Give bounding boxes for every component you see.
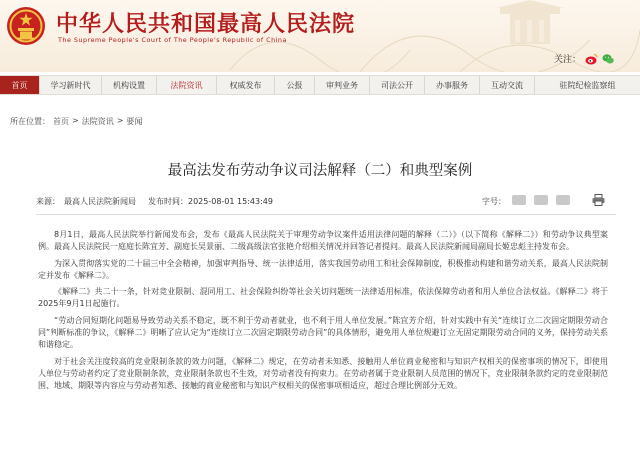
article-paragraph: 8月1日，最高人民法院举行新闻发布会，发布《最高人民法院关于审理劳动争议案件适用法律问题的解释（二）》（以下简称《解释二》）和劳动争议典型案例。最高人民法院民一庭庭长陈宜芳、副庭长吴景丽、二级高级法官张艳介绍相关情况并回答记者提问。最高人民法院新闻局副局长姬忠彪主持发布会。 [38,230,608,252]
font-size-small-button[interactable] [556,195,570,205]
article-paragraph: 《解释二》共二十一条，针对竞业限制、混同用工、社会保险纠纷等社会关切问题统一法律适用标准，依法保障劳动者和用人单位合法权益。《解释二》将于2025年9月1日起施行。 [38,287,608,309]
breadcrumb-current[interactable]: 要闻 [126,117,143,126]
nav-item-judicial-openness[interactable]: 司法公开 [370,76,425,94]
site-header [0,0,640,72]
article-source: 来源： 最高人民法院新闻局 [36,197,136,206]
nav-item-services[interactable]: 办事服务 [425,76,480,94]
follow-bar [554,52,614,65]
article-publish-time: 发布时间：2025-08-01 15:43:49 [148,197,273,206]
nav-item-study[interactable]: 学习新时代 [40,76,102,94]
follow-label: 关注： [553,55,581,65]
nav-item-authoritative-release[interactable]: 权威发布 [217,76,275,94]
article-body [38,229,608,396]
nav-item-home[interactable]: 首页 [0,76,40,94]
article-paragraph: “劳动合同短期化问题易导致劳动关系不稳定，既不利于劳动者就业，也不利于用人单位发展。”陈宜芳介绍，针对实践中有关“连续订立二次固定期限劳动合同”判断标准的争议，《解释二》明晰了应认定为“连续订立二次固定期限劳动合同”的具体情形，避免用人单位规避订立无固定期限劳动合同的义务，保持劳动关系和谐稳定。 [38,315,608,350]
site-subtitle: The Supreme People's Court of The People's Republic of China [58,36,287,44]
article-title: 最高法发布劳动争议司法解释（二）和典型案例 [167,163,473,179]
nav-item-court-news[interactable]: 法院资讯 [157,76,217,94]
breadcrumb-separator: > [72,116,79,125]
font-size-label: 字号： [482,197,506,206]
font-size-controls [512,195,570,205]
print-icon[interactable] [592,194,605,206]
wechat-icon[interactable] [602,53,614,65]
nav-item-gazette[interactable]: 公报 [275,76,315,94]
nav-item-trial-business[interactable]: 审判业务 [315,76,370,94]
font-size-medium-button[interactable] [534,195,548,205]
breadcrumb [10,116,142,127]
breadcrumb-section[interactable]: 法院资讯 [81,117,114,126]
breadcrumb-separator: > [116,116,124,125]
article-meta [36,196,616,210]
nav-item-interaction[interactable]: 互动交流 [480,76,535,94]
site-title: 中华人民共和国最高人民法院 [56,11,356,37]
weibo-icon[interactable] [585,53,598,65]
article-paragraph: 对于社会关注度较高的竞业限制条款的效力问题，《解释二》规定，在劳动者未知悉、接触用人单位商业秘密和与知识产权相关的保密事项的情况下，即使用人单位与劳动者约定了竞业限制条款，竞业限制条款也不生效，对劳动者没有拘束力。在劳动者属于竞业限制人员范围的情况下，竞业限制条款约定的竞业限制范围、地域、期限等内容应与劳动者知悉、接触的商业秘密和与知识产权相关的保密事项相适应，超过合理比例部分无效。 [38,356,608,390]
main-nav [0,75,640,95]
font-size-large-button[interactable] [512,195,526,205]
nav-item-discipline-inspection[interactable]: 驻院纪检监察组 [559,80,616,90]
national-emblem-icon [6,6,46,46]
meta-divider [36,214,616,215]
nav-item-institutions[interactable]: 机构设置 [102,76,157,94]
article-paragraph: 为深入贯彻落实党的二十届三中全会精神，加强审判指导、统一法律适用，落实我国劳动用工和社会保障制度，积极推动构建和谐劳动关系，最高人民法院制定并发布《解释二》。 [38,258,608,280]
breadcrumb-home[interactable]: 首页 [53,117,69,126]
breadcrumb-prefix: 所在位置： [10,117,50,126]
